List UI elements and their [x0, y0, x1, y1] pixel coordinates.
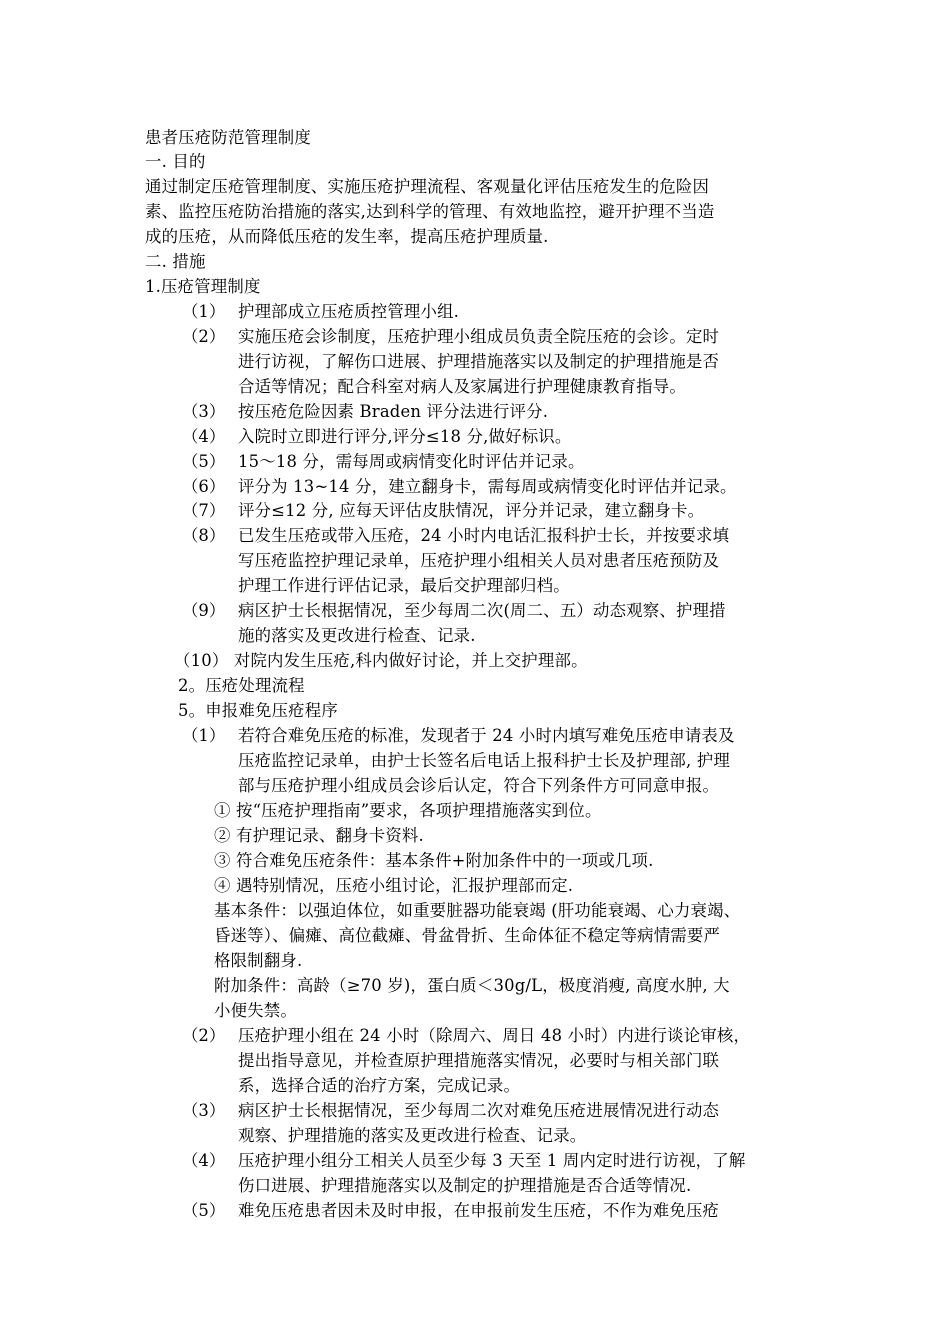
item-text: 难免压疮患者因未及时申报，在申报前发生压疮，不作为难免压疮 — [238, 1201, 720, 1220]
item-number: （4） — [182, 427, 226, 446]
item-number: （7） — [182, 501, 226, 520]
condition-item: ④ 遇特别情况，压疮小组讨论，汇报护理部而定. — [214, 876, 574, 895]
item-text: 病区护士长根据情况，至少每周二次(周二、五）动态观察、护理措 — [238, 601, 726, 620]
item-text: 护理部成立压疮质控管理小组. — [238, 302, 460, 321]
item-number: （4） — [182, 1151, 226, 1170]
purpose-line: 成的压疮，从而降低压疮的发生率，提高压疮护理质量. — [145, 227, 549, 246]
basic-condition-line: 昏迷等）、偏瘫、高位截瘫、骨盆骨折、生命体征不稳定等病情需要严 — [214, 926, 721, 945]
item-number: （6） — [182, 477, 226, 496]
subsection-heading-process: 2。压疮处理流程 — [178, 676, 305, 695]
condition-item: ② 有护理记录、翻身卡资料. — [214, 826, 424, 845]
item-text: 系，选择合适的治疗方案，完成记录。 — [238, 1076, 521, 1095]
item-text: 进行访视，了解伤口进展、护理措施落实以及制定的护理措施是否 — [238, 352, 720, 371]
subsection-heading-management: 1.压疮管理制度 — [145, 277, 261, 296]
doc-title: 患者压疮防范管理制度 — [145, 128, 311, 147]
item-number: （2） — [182, 1026, 226, 1045]
basic-condition-line: 基本条件：以强迫体位，如重要脏器功能衰竭 (肝功能衰竭、心力衰竭、 — [214, 901, 741, 920]
item-10: （10） 对院内发生压疮,科内做好讨论，并上交护理部。 — [174, 651, 588, 670]
basic-condition-line: 格限制翻身. — [214, 951, 303, 970]
item-number: （3） — [182, 1101, 226, 1120]
item-text: 压疮护理小组在 24 小时（除周六、周日 48 小时）内进行谈论审核， — [238, 1026, 751, 1045]
subsection-heading-application: 5。申报难免压疮程序 — [178, 701, 338, 720]
condition-item: ① 按“压疮护理指南”要求，各项护理措施落实到位。 — [214, 801, 602, 820]
item-text: 压疮监控记录单，由护士长签名后电话上报科护士长及护理部, 护理 — [238, 751, 730, 770]
item-number: （8） — [182, 526, 226, 545]
section-heading-measures: 二. 措施 — [145, 252, 206, 271]
item-text: 若符合难免压疮的标准，发现者于 24 小时内填写难免压疮申请表及 — [238, 726, 735, 745]
extra-condition-line: 附加条件：高龄（≥70 岁)，蛋白质＜30g/L，极度消瘦, 高度水肿, 大 — [214, 976, 730, 995]
item-text: 入院时立即进行评分,评分≤18 分,做好标识。 — [238, 427, 572, 446]
item-number: （3） — [182, 402, 226, 421]
item-text: 写压疮监控护理记录单，压疮护理小组相关人员对患者压疮预防及 — [238, 551, 720, 570]
condition-item: ③ 符合难免压疮条件：基本条件+附加条件中的一项或几项. — [214, 851, 654, 870]
item-number: （1） — [182, 726, 226, 745]
item-text: 部与压疮护理小组成员会诊后认定，符合下列条件方可同意申报。 — [238, 776, 720, 795]
item-text: 合适等情况；配合科室对病人及家属进行护理健康教育指导。 — [238, 377, 686, 396]
item-text: 已发生压疮或带入压疮，24 小时内电话汇报科护士长，并按要求填 — [238, 526, 730, 545]
item-text: 施的落实及更改进行检查、记录. — [238, 626, 476, 645]
item-text: 观察、护理措施的落实及更改进行检查、记录。 — [238, 1126, 587, 1145]
item-text: 病区护士长根据情况，至少每周二次对难免压疮进展情况进行动态 — [238, 1101, 720, 1120]
purpose-line: 通过制定压疮管理制度、实施压疮护理流程、客观量化评估压疮发生的危险因 — [145, 177, 710, 196]
item-text: 实施压疮会诊制度，压疮护理小组成员负责全院压疮的会诊。定时 — [238, 327, 720, 346]
item-text: 护理工作进行评估记录，最后交护理部归档。 — [238, 576, 570, 595]
item-number: （5） — [182, 1201, 226, 1220]
item-text: 按压疮危险因素 Braden 评分法进行评分. — [238, 402, 549, 421]
item-number: （9） — [182, 601, 226, 620]
extra-condition-line: 小便失禁。 — [214, 1001, 297, 1020]
item-text: 评分≤12 分, 应每天评估皮肤情况，评分并记录，建立翻身卡。 — [238, 501, 705, 520]
section-heading-purpose: 一. 目的 — [145, 152, 206, 171]
item-text: 提出指导意见，并检查原护理措施落实情况，必要时与相关部门联 — [238, 1051, 720, 1070]
item-text: 压疮护理小组分工相关人员至少每 3 天至 1 周内定时进行访视，了解 — [238, 1151, 746, 1170]
item-number: （1） — [182, 302, 226, 321]
item-text: 15～18 分，需每周或病情变化时评估并记录。 — [238, 452, 585, 471]
item-text: 伤口进展、护理措施落实以及制定的护理措施是否合适等情况. — [238, 1176, 692, 1195]
item-number: （2） — [182, 327, 226, 346]
item-text: 评分为 13~14 分，建立翻身卡，需每周或病情变化时评估并记录。 — [238, 477, 737, 496]
item-number: （5） — [182, 452, 226, 471]
purpose-line: 素、监控压疮防治措施的落实,达到科学的管理、有效地监控，避开护理不当造 — [145, 202, 715, 221]
